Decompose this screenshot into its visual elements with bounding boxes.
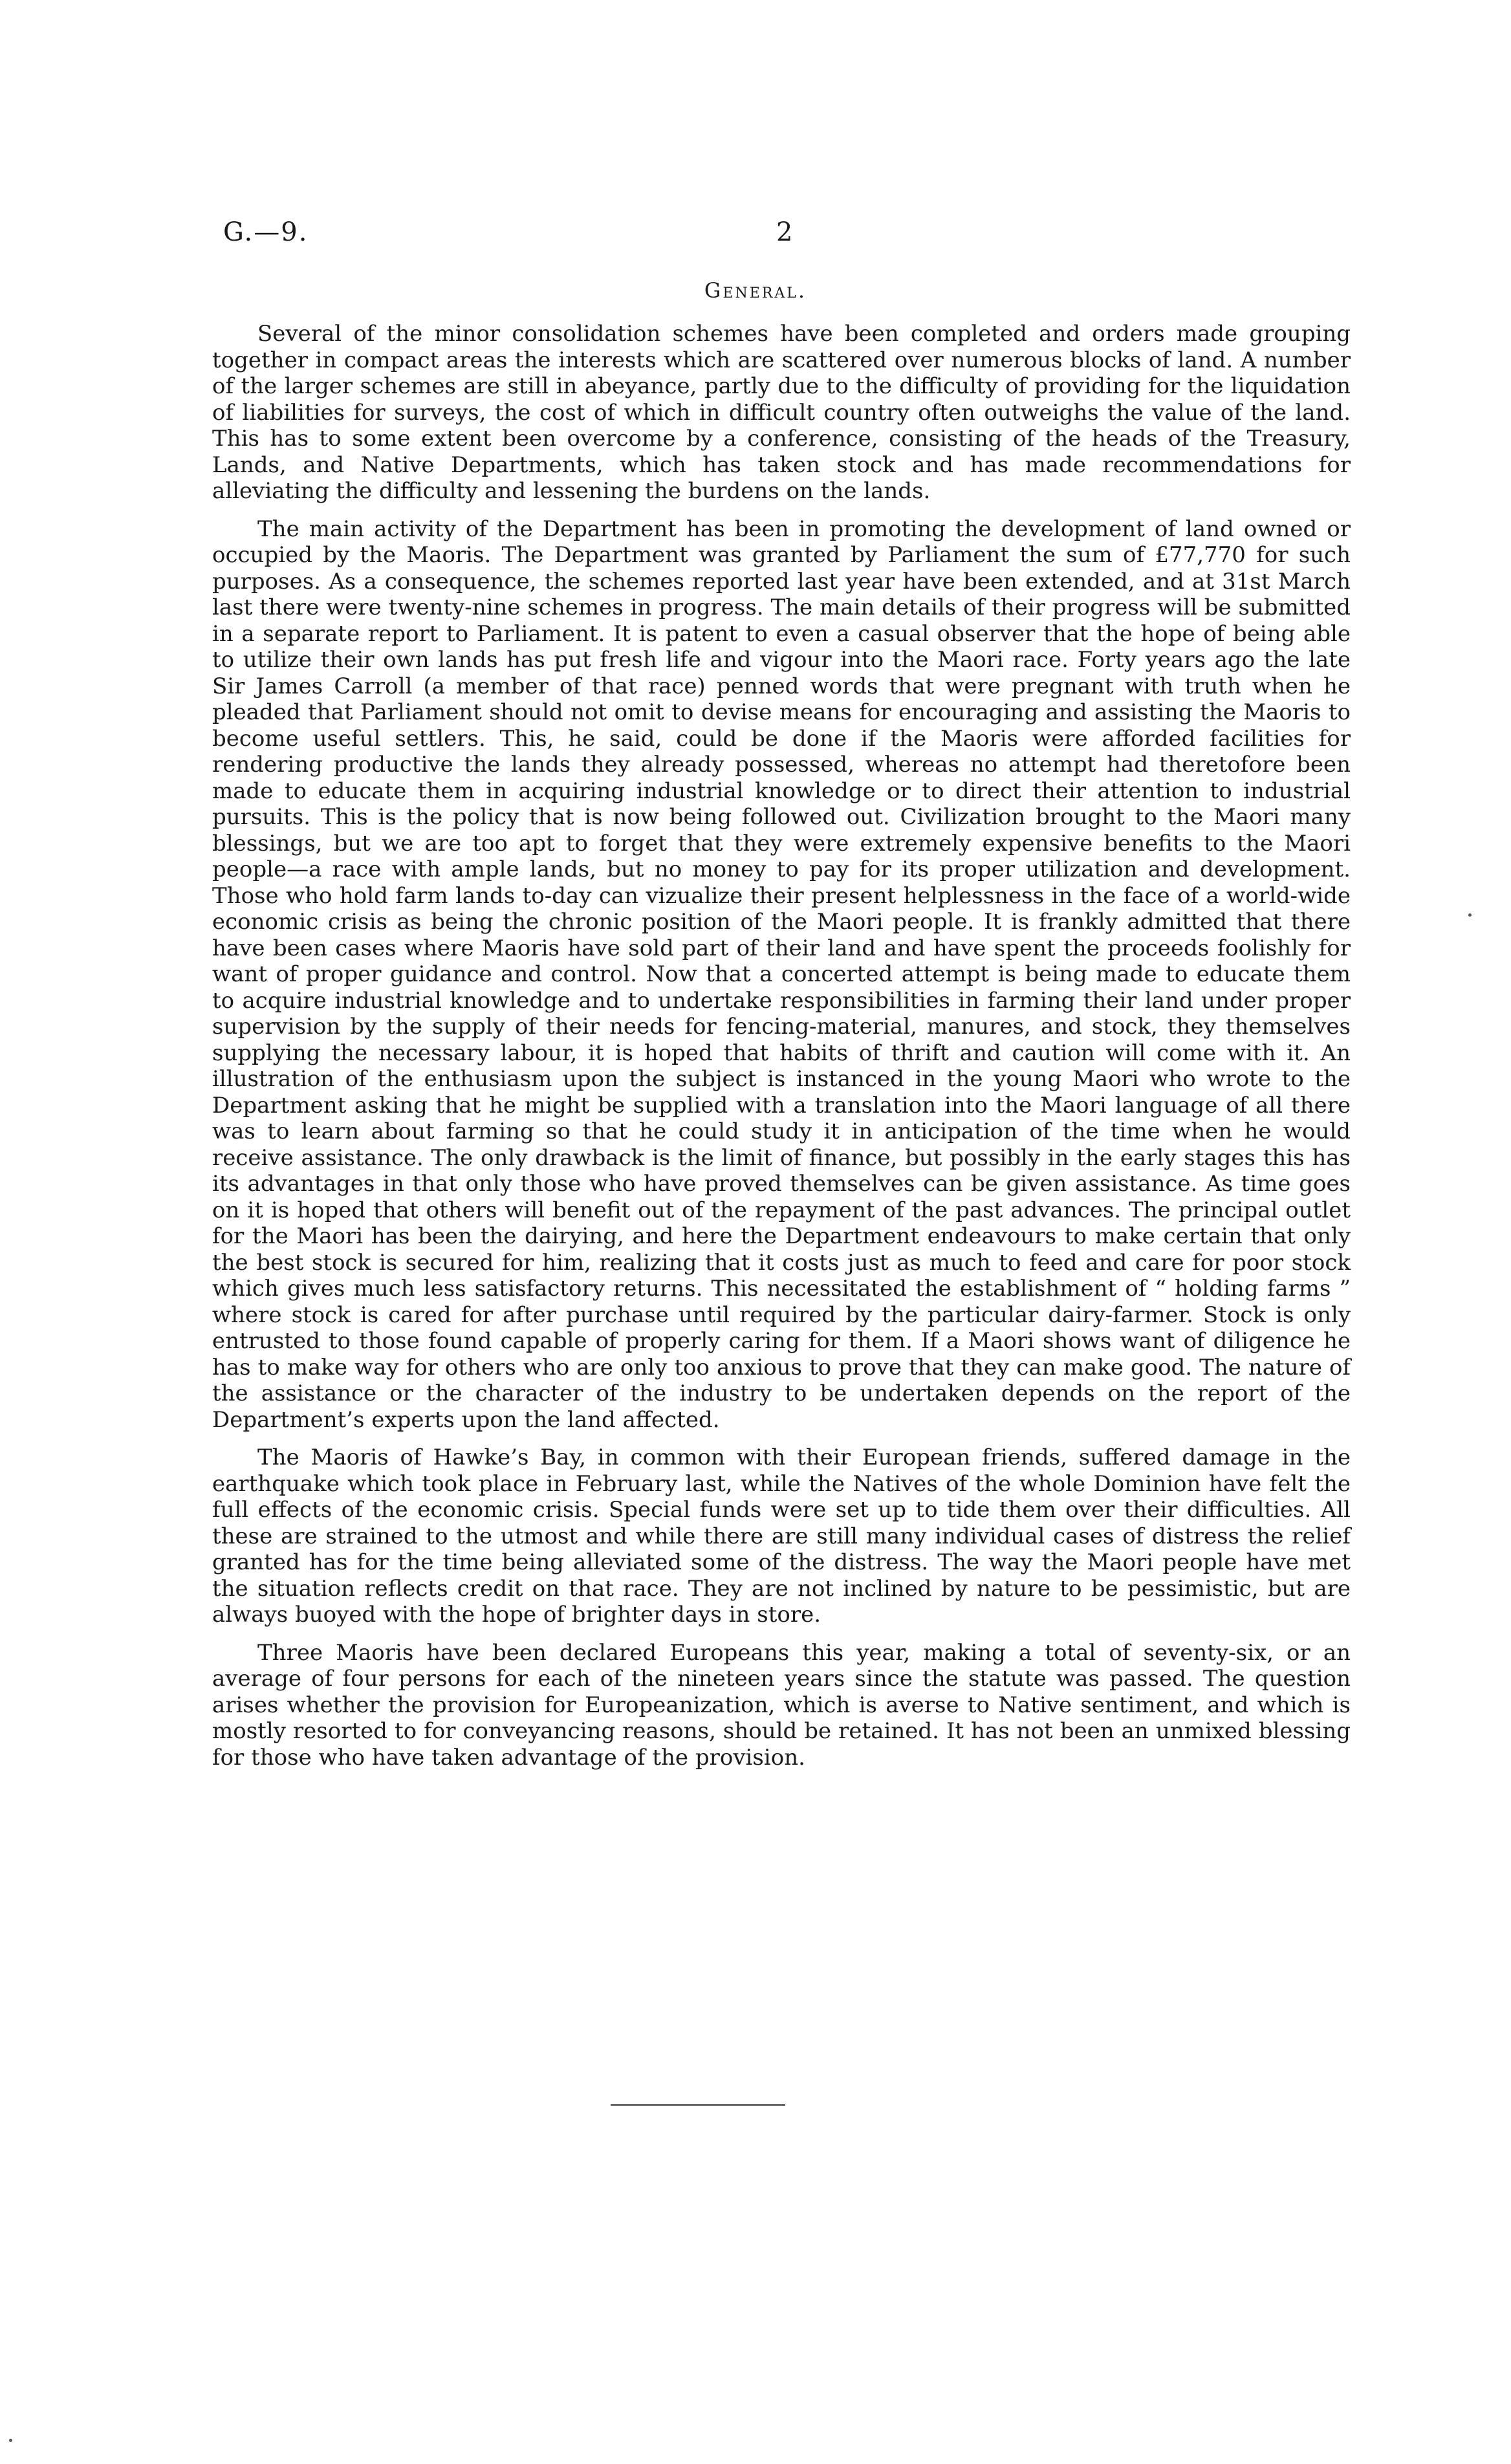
section-divider <box>611 2104 785 2106</box>
section-title: General. <box>704 278 807 303</box>
page-header <box>223 217 1349 256</box>
page-number: 2 <box>776 217 793 247</box>
paragraph-consolidation-schemes: Several of the minor consolidation schemes have been completed and orders made grouping together in compact areas the interests which are scattered over numerous blocks of land. A number of the larger schemes are still in abeyance, partly due to the difficulty of providing for the liquidation of liabilities for surveys, the cost of which in difficult country often outweighs the value of the land. This has to some extent been overcome by a conference, consisting of the heads of the Treasury, Lands, and Native Departments, which has taken stock and has made recommendations for alleviating the difficulty and lessening the burdens on the lands. <box>212 321 1351 504</box>
document-reference: G.—9. <box>223 217 309 247</box>
margin-speck <box>9 2439 12 2442</box>
paragraph-land-development: The main activity of the Department has been in promoting the development of land owned or occupied by the Maoris. The Department was granted by Parliament the sum of £77,770 for such purposes. As a consequence, the schemes reported last year have been extended, and at 31st March last there were twenty-nine schemes in progress. The main details of their progress will be submitted in a separate report to Parliament. It is patent to even a casual observer that the hope of being able to utilize their own lands has put fresh life and vigour into the Maori race. Forty years ago the late Sir James Carroll (a member of that race) penned words that were pregnant with truth when he pleaded that Parliament should not omit to devise means for encouraging and assisting the Maoris to become useful settlers. This, he said, could be done if the Maoris were afforded facilities for rendering productive the lands they already possessed, whereas no attempt had theretofore been made to educate them in acquiring industrial knowledge or to direct their attention to industrial pursuits. This is the policy that is now being followed out. Civilization brought to the Maori many blessings, but we are too apt to forget that they were extremely expensive benefits to the Maori people—a race with ample lands, but no money to pay for its proper utilization and development. Those who hold farm lands to-day can vizualize their present helplessness in the face of a world-wide economic crisis as being the chronic position of the Maori people. It is frankly admitted that there have been cases where Maoris have sold part of their land and have spent the proceeds foolishly for want of proper guidance and control. Now that a concerted attempt is being made to educate them to acquire industrial knowledge and to undertake responsibilities in farming their land under proper supervision by the supply of their needs for fencing-material, manures, and stock, they themselves supplying the necessary labour, it is hoped that habits of thrift and caution will come with it. An illustration of the enthusiasm upon the subject is instanced in the young Maori who wrote to the Department asking that he might be supplied with a translation into the Maori language of all there was to learn about farming so that he could study it in anticipation of the time when he would receive assistance. The only drawback is the limit of finance, but possibly in the early stages this has its advantages in that only those who have proved themselves can be given assistance. As time goes on it is hoped that others will benefit out of the repayment of the past advances. The principal outlet for the Maori has been the dairying, and here the Department endeavours to make certain that only the best stock is secured for him, realizing that it costs just as much to feed and care for poor stock which gives much less satisfactory returns. This necessitated the establishment of “ holding farms ” where stock is cared for after purchase until required by the particular dairy-farmer. Stock is only entrusted to those found capable of properly caring for them. If a Maori shows want of diligence he has to make way for others who are only too anxious to prove that they can make good. The nature of the assistance or the character of the industry to be undertaken depends on the report of the Department’s experts upon the land affected. <box>212 516 1351 1433</box>
paragraph-europeanization: Three Maoris have been declared Europeans this year, making a total of seventy-six, or an average of four persons for each of the nineteen years since the statute was passed. The question arises whether the provision for Europeanization, which is averse to Native sentiment, and which is mostly resorted to for conveyancing reasons, should be retained. It has not been an unmixed blessing for those who have taken advantage of the provision. <box>212 1639 1351 1771</box>
paragraph-earthquake-relief: The Maoris of Hawke’s Bay, in common with their European friends, suffered damage in the earthquake which took place in February last, while the Natives of the whole Dominion have felt the full effects of the economic crisis. Special funds were set up to tide them over their difficulties. All these are strained to the utmost and while there are still many individual cases of distress the relief granted has for the time being alleviated some of the distress. The way the Maori people have met the situation reflects credit on that race. They are not inclined by nature to be pessimistic, but are always buoyed with the hope of brighter days in store. <box>212 1445 1351 1628</box>
body-text <box>212 321 1351 1782</box>
margin-speck <box>1468 913 1472 917</box>
